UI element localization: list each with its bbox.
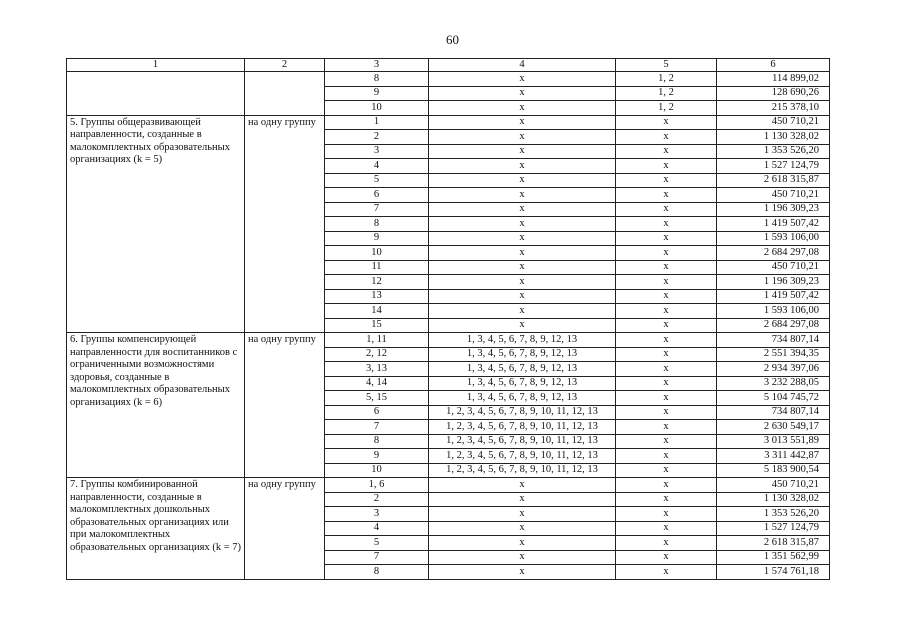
row-index-cell: 1 [325,115,429,130]
amount-cell: 2 551 394,35 [717,347,830,362]
reference-cell: х [616,318,717,333]
header-cell: 2 [245,59,325,72]
reference-cell: х [616,275,717,290]
reference-cell: 1, 2, 3, 4, 5, 6, 7, 8, 9, 10, 11, 12, 13 [429,463,616,478]
reference-cell: х [616,289,717,304]
row-index-cell: 8 [325,217,429,232]
reference-cell: х [429,536,616,551]
reference-cell: х [429,318,616,333]
row-index-cell: 9 [325,86,429,101]
row-index-cell: 11 [325,260,429,275]
reference-cell: х [616,347,717,362]
row-index-cell: 6 [325,188,429,203]
header-cell: 3 [325,59,429,72]
table-row [67,333,830,348]
reference-cell: х [429,115,616,130]
row-index-cell: 9 [325,231,429,246]
amount-cell: 1 574 761,18 [717,565,830,580]
amount-cell: 734 807,14 [717,333,830,348]
reference-cell: х [429,289,616,304]
unit-cell [245,72,325,116]
amount-cell: 2 934 397,06 [717,362,830,377]
reference-cell: х [616,550,717,565]
amount-cell: 1 419 507,42 [717,217,830,232]
table-body [67,59,830,580]
reference-cell: 1, 2 [616,86,717,101]
reference-cell: 1, 2 [616,101,717,116]
reference-cell: х [429,260,616,275]
group-name-cell: 6. Группы компенсирующей направленности для воспитанников с ограниченными возможностями здоровья, созданные в малокомплектных образовательных организациях (k = 6) [67,333,245,478]
row-index-cell: 1, 6 [325,478,429,493]
reference-cell: х [616,376,717,391]
reference-cell: х [616,202,717,217]
amount-cell: 3 013 551,89 [717,434,830,449]
row-index-cell: 14 [325,304,429,319]
amount-cell: 128 690,26 [717,86,830,101]
reference-cell: х [429,565,616,580]
group-name-cell [67,72,245,116]
amount-cell: 1 353 526,20 [717,507,830,522]
amount-cell: 2 630 549,17 [717,420,830,435]
amount-cell: 5 183 900,54 [717,463,830,478]
row-index-cell: 2 [325,130,429,145]
row-index-cell: 5 [325,173,429,188]
header-cell: 5 [616,59,717,72]
reference-cell: х [616,304,717,319]
row-index-cell: 6 [325,405,429,420]
amount-cell: 2 684 297,08 [717,318,830,333]
reference-cell: 1, 2, 3, 4, 5, 6, 7, 8, 9, 10, 11, 12, 13 [429,405,616,420]
table-row [67,478,830,493]
amount-cell: 1 593 106,00 [717,231,830,246]
reference-cell: х [616,536,717,551]
reference-cell: х [616,173,717,188]
amount-cell: 2 618 315,87 [717,536,830,551]
reference-cell: х [616,478,717,493]
amount-cell: 1 527 124,79 [717,521,830,536]
reference-cell: х [429,173,616,188]
row-index-cell: 3, 13 [325,362,429,377]
row-index-cell: 4 [325,159,429,174]
column-number-header [67,59,830,72]
amount-cell: 734 807,14 [717,405,830,420]
reference-cell: 1, 2, 3, 4, 5, 6, 7, 8, 9, 10, 11, 12, 13 [429,434,616,449]
reference-cell: х [616,492,717,507]
reference-cell: х [429,188,616,203]
amount-cell: 3 232 288,05 [717,376,830,391]
header-cell: 4 [429,59,616,72]
reference-cell: х [429,275,616,290]
row-index-cell: 2 [325,492,429,507]
page-number: 60 [446,32,459,47]
row-index-cell: 2, 12 [325,347,429,362]
reference-cell: х [429,231,616,246]
reference-cell: х [429,202,616,217]
reference-cell: х [429,478,616,493]
row-index-cell: 1, 11 [325,333,429,348]
row-index-cell: 5 [325,536,429,551]
amount-cell: 450 710,21 [717,115,830,130]
row-index-cell: 9 [325,449,429,464]
reference-cell: 1, 3, 4, 5, 6, 7, 8, 9, 12, 13 [429,347,616,362]
reference-cell: х [429,507,616,522]
amount-cell: 3 311 442,87 [717,449,830,464]
table-row [67,72,830,87]
reference-cell: х [616,159,717,174]
group-name-cell: 7. Группы комбинированной направленности, созданные в малокомплектных дошкольных образовательных организациях или при малокомплектных образовательных организациях (k = 7) [67,478,245,580]
reference-cell: х [616,144,717,159]
amount-cell: 450 710,21 [717,478,830,493]
amount-cell: 1 130 328,02 [717,130,830,145]
reference-cell: х [616,217,717,232]
row-index-cell: 7 [325,550,429,565]
reference-cell: х [429,304,616,319]
row-index-cell: 8 [325,434,429,449]
amount-cell: 1 419 507,42 [717,289,830,304]
reference-cell: 1, 3, 4, 5, 6, 7, 8, 9, 12, 13 [429,391,616,406]
reference-cell: 1, 3, 4, 5, 6, 7, 8, 9, 12, 13 [429,376,616,391]
row-index-cell: 8 [325,565,429,580]
amount-cell: 450 710,21 [717,260,830,275]
reference-cell: х [616,391,717,406]
row-index-cell: 13 [325,289,429,304]
reference-cell: х [616,405,717,420]
group-name-cell: 5. Группы общеразвивающей направленности, созданные в малокомплектных образовательных организациях (k = 5) [67,115,245,333]
reference-cell: х [616,115,717,130]
reference-cell: х [616,463,717,478]
row-index-cell: 7 [325,420,429,435]
amount-cell: 450 710,21 [717,188,830,203]
reference-cell: х [616,333,717,348]
unit-cell: на одну группу [245,333,325,478]
amount-cell: 215 378,10 [717,101,830,116]
amount-cell: 2 684 297,08 [717,246,830,261]
reference-cell: 1, 2, 3, 4, 5, 6, 7, 8, 9, 10, 11, 12, 13 [429,420,616,435]
reference-cell: х [429,72,616,87]
reference-cell: х [616,420,717,435]
reference-cell: 1, 2, 3, 4, 5, 6, 7, 8, 9, 10, 11, 12, 13 [429,449,616,464]
row-index-cell: 8 [325,72,429,87]
amount-cell: 1 196 309,23 [717,275,830,290]
reference-cell: х [429,492,616,507]
reference-cell: х [616,565,717,580]
amount-cell: 5 104 745,72 [717,391,830,406]
reference-cell: х [616,231,717,246]
row-index-cell: 3 [325,144,429,159]
row-index-cell: 10 [325,463,429,478]
reference-cell: х [616,449,717,464]
row-index-cell: 7 [325,202,429,217]
reference-cell: 1, 3, 4, 5, 6, 7, 8, 9, 12, 13 [429,333,616,348]
amount-cell: 1 196 309,23 [717,202,830,217]
tariff-table [66,58,830,580]
reference-cell: х [429,159,616,174]
reference-cell: х [616,521,717,536]
reference-cell: х [616,260,717,275]
amount-cell: 114 899,02 [717,72,830,87]
amount-cell: 1 351 562,99 [717,550,830,565]
unit-cell: на одну группу [245,478,325,580]
row-index-cell: 5, 15 [325,391,429,406]
reference-cell: х [429,144,616,159]
reference-cell: х [616,507,717,522]
reference-cell: х [429,86,616,101]
reference-cell: х [429,130,616,145]
amount-cell: 2 618 315,87 [717,173,830,188]
reference-cell: х [429,521,616,536]
table-row [67,115,830,130]
unit-cell: на одну группу [245,115,325,333]
reference-cell: х [429,246,616,261]
row-index-cell: 10 [325,246,429,261]
row-index-cell: 12 [325,275,429,290]
reference-cell: х [616,130,717,145]
amount-cell: 1 353 526,20 [717,144,830,159]
reference-cell: х [429,550,616,565]
amount-cell: 1 130 328,02 [717,492,830,507]
reference-cell: х [429,217,616,232]
reference-cell: 1, 2 [616,72,717,87]
amount-cell: 1 593 106,00 [717,304,830,319]
reference-cell: х [616,188,717,203]
reference-cell: 1, 3, 4, 5, 6, 7, 8, 9, 12, 13 [429,362,616,377]
reference-cell: х [616,246,717,261]
reference-cell: х [616,362,717,377]
row-index-cell: 15 [325,318,429,333]
row-index-cell: 4 [325,521,429,536]
row-index-cell: 3 [325,507,429,522]
amount-cell: 1 527 124,79 [717,159,830,174]
reference-cell: х [429,101,616,116]
header-cell: 6 [717,59,830,72]
row-index-cell: 4, 14 [325,376,429,391]
reference-cell: х [616,434,717,449]
header-cell: 1 [67,59,245,72]
row-index-cell: 10 [325,101,429,116]
